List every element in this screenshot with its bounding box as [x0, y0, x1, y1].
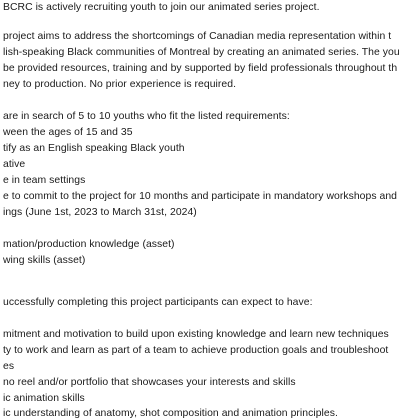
description-line-3: be provided resources, training and by supported by field professionals throughout th [3, 63, 398, 74]
description-line-4: ney to production. No prior experience is required. [3, 79, 237, 90]
outcome-item: mitment and motivation to build upon existing knowledge and learn new techniques [3, 329, 389, 340]
outcome-item: ic understanding of anatomy, shot composition and animation principles. [3, 408, 338, 419]
description-line-1: project aims to address the shortcomings of Canadian media representation within t [3, 31, 392, 42]
requirement-item: e in team settings [3, 175, 86, 186]
outcome-item: no reel and/or portfolio that showcases your interests and skills [3, 377, 296, 388]
requirement-item: ative [3, 159, 26, 170]
asset-item: wing skills (asset) [3, 255, 86, 266]
asset-item: mation/production knowledge (asset) [3, 239, 175, 250]
requirement-item-continued: ings (June 1st, 2023 to March 31st, 2024) [3, 207, 197, 218]
outcome-item: ic animation skills [3, 393, 85, 404]
requirement-item: ween the ages of 15 and 35 [3, 127, 133, 138]
outcome-item: ty to work and learn as part of a team to achieve production goals and troubleshoot [3, 345, 389, 356]
requirement-item: tify as an English speaking Black youth [3, 143, 185, 154]
outcomes-heading: uccessfully completing this project participants can expect to have: [3, 297, 313, 308]
intro-line: BCRC is actively recruiting youth to join our animated series project. [3, 2, 320, 13]
requirement-item: e to commit to the project for 10 months and participate in mandatory workshops and [3, 191, 398, 202]
description-line-2: lish-speaking Black communities of Montreal by creating an animated series. The you [3, 47, 400, 58]
outcome-item-continued: es [3, 361, 15, 372]
requirements-heading: are in search of 5 to 10 youths who fit the listed requirements: [3, 111, 290, 122]
